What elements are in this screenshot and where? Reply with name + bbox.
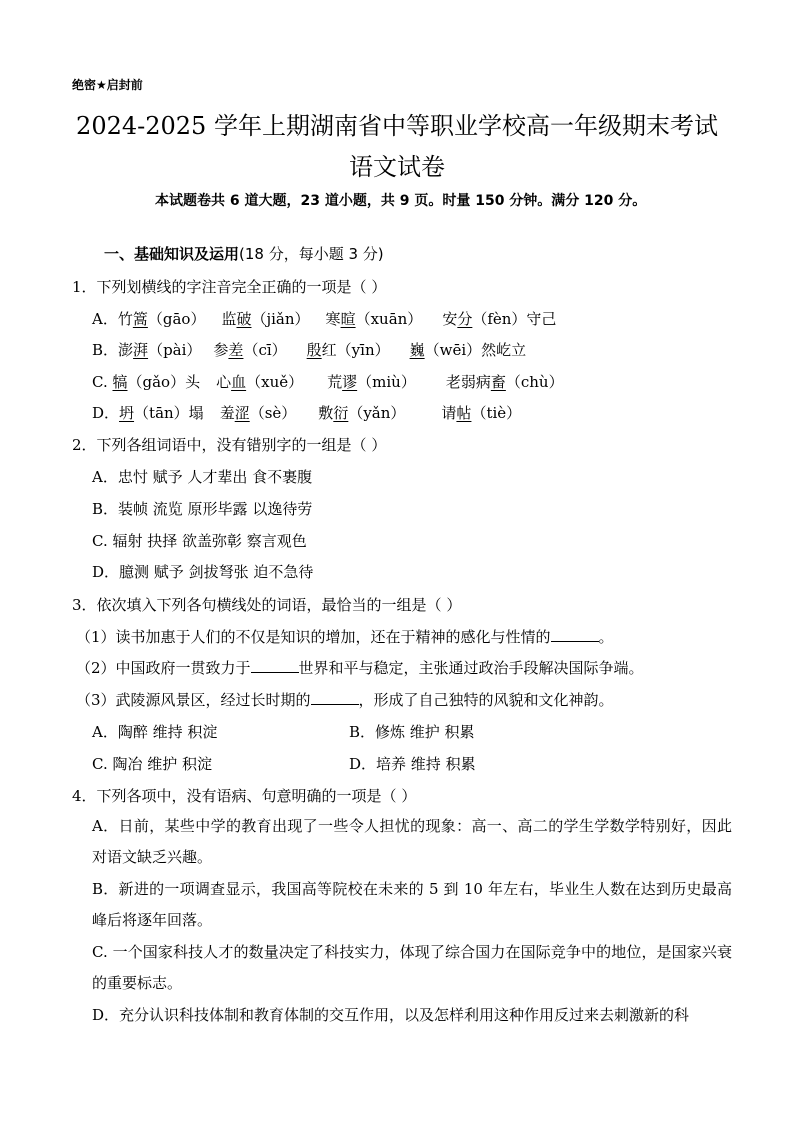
fill-blank	[251, 660, 299, 673]
q3-sentence-2: （2）中国政府一贯致力于 世界和平与稳定，主张通过政治手段解决国际争端。	[76, 659, 644, 677]
q3-option-d: D．培养 维持 积累	[349, 755, 476, 773]
q3-option-a: A．陶醉 维持 积淀	[92, 723, 218, 741]
question-3-stem: 3．依次填入下列各句横线处的词语，最恰当的一组是（ ）	[72, 596, 462, 614]
q4-option-c: C. 一个国家科技人才的数量决定了科技实力，体现了综合国力在国际竞争中的地位，是国家兴衰的重要标志。	[92, 943, 732, 992]
section-score: (18 分，每小题 3 分)	[239, 245, 384, 263]
q3-option-b: B．修炼 维护 积累	[349, 723, 475, 741]
section-title: 一、基础知识及运用	[104, 245, 240, 263]
q1-option-a: A．竹篙（gāo） 监破（jiǎn） 寒暄（xuān） 安分（fèn）守己	[92, 310, 557, 328]
question-1-stem: 1．下列划横线的字注音完全正确的一项是（ ）	[72, 278, 387, 296]
q4-option-a: A．日前，某些中学的教育出现了一些令人担忧的现象：高一、高二的学生学数学特别好，因此对语文缺乏兴趣。	[92, 817, 732, 866]
confidential-mark: 绝密★启封前	[72, 78, 143, 92]
question-2-stem: 2．下列各组词语中，没有错别字的一组是（ ）	[72, 436, 387, 454]
q3-option-c: C. 陶冶 维护 积淀	[92, 755, 213, 773]
q2-option-b: B．装帧 流览 原形毕露 以逸待劳	[92, 500, 313, 518]
question-4-stem: 4．下列各项中，没有语病、句意明确的一项是（ ）	[72, 787, 417, 805]
fill-blank	[311, 692, 359, 705]
exam-title: 2024-2025 学年上期湖南省中等职业学校高一年级期末考试	[76, 112, 718, 140]
exam-info: 本试题卷共 6 道大题，23 道小题，共 9 页。时量 150 分钟。满分 120 分。	[155, 193, 647, 209]
exam-subtitle: 语文试卷	[349, 153, 445, 181]
q1-option-b: B．澎湃（pài） 参差（cī） 殷红（yīn） 巍（wēi）然屹立	[92, 341, 527, 359]
q4-option-d: D．充分认识科技体制和教育体制的交互作用，以及怎样利用这种作用反过来去刺激新的科	[92, 1006, 690, 1024]
q2-option-c: C. 辐射 抉择 欲盖弥彰 察言观色	[92, 532, 307, 550]
q3-sentence-1: （1）读书加惠于人们的不仅是知识的增加，还在于精神的感化与性情的 。	[76, 628, 614, 646]
fill-blank	[551, 629, 599, 642]
q4-option-b: B．新进的一项调查显示，我国高等院校在未来的 5 到 10 年左右，毕业生人数在达到历史最高峰后将逐年回落。	[92, 880, 732, 929]
q1-option-c: C. 犒（gǎo）头 心血（xuě） 荒谬（miù） 老弱病畜（chù）	[92, 373, 564, 391]
section-heading	[104, 243, 384, 264]
q3-sentence-3: （3）武陵源风景区，经过长时期的 ，形成了自己独特的风貌和文化神韵。	[76, 691, 614, 709]
q2-option-d: D．臆测 赋予 剑拔弩张 迫不急待	[92, 563, 314, 581]
q2-option-a: A．忠忖 赋予 人才辈出 食不裹腹	[92, 468, 313, 486]
q1-option-d: D．坍（tān）塌 羞涩（sè） 敷衍（yǎn） 请帖（tiè）	[92, 404, 522, 422]
